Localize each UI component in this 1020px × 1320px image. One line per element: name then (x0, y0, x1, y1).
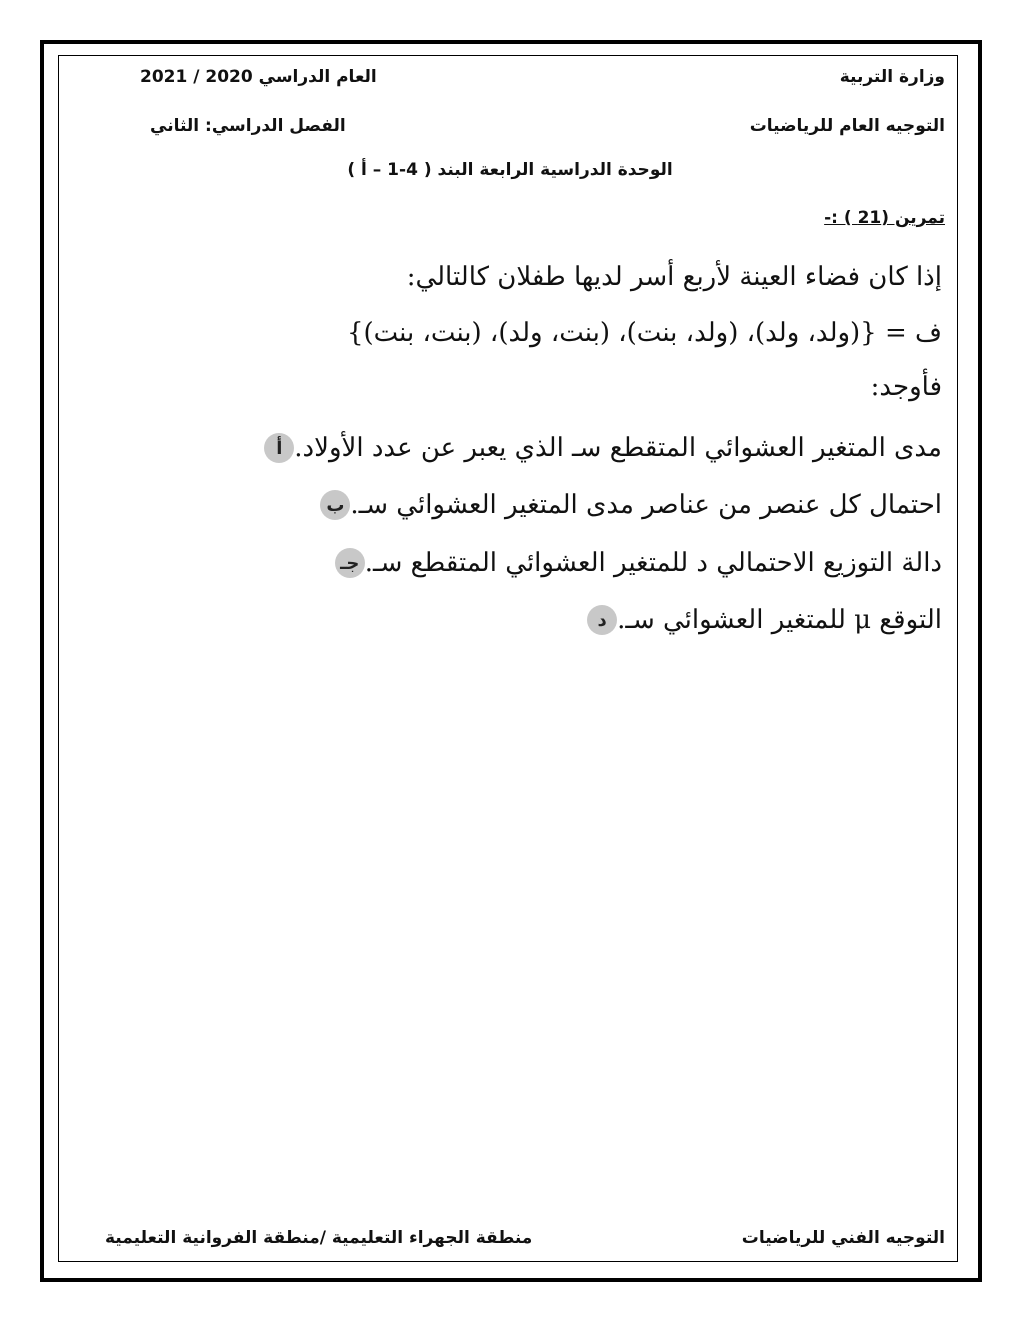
item-badge-d: د (587, 605, 617, 635)
exercise-intro: إذا كان فضاء العينة لأربع أسر لديها طفلان كالتالي: (406, 262, 942, 292)
item-text-b: احتمال كل عنصر من عناصر مدى المتغير العشوائي سـ. (350, 490, 942, 520)
question-item-c (323, 543, 942, 583)
item-badge-a: أ (264, 433, 294, 463)
item-text-c: دالة التوزيع الاحتمالي د للمتغير العشوائي المتقطع سـ. (364, 548, 942, 578)
sample-space: ف = {(ولد، ولد)، (ولد، بنت)، (بنت، ولد)، (بنت، بنت)} (346, 318, 942, 348)
question-item-b (308, 485, 942, 525)
general-guidance: التوجيه العام للرياضيات (749, 116, 945, 136)
ministry-name: وزارة التربية (839, 67, 945, 87)
question-item-d (575, 600, 942, 640)
item-badge-c: جـ (335, 548, 365, 578)
question-item-a (252, 428, 942, 468)
item-badge-b: ب (320, 490, 350, 520)
item-text-a: مدى المتغير العشوائي المتقطع سـ الذي يعبر عن عدد الأولاد. (294, 433, 942, 463)
find-label: فأوجد: (870, 372, 942, 402)
item-text-d: التوقع μ للمتغير العشوائي سـ. (617, 605, 942, 635)
footer-districts: منطقة الجهراء التعليمية /منطقة الفروانية التعليمية (105, 1228, 533, 1248)
semester: الفصل الدراسي: الثاني (150, 116, 346, 136)
academic-year: العام الدراسي 2020 / 2021 (140, 67, 377, 87)
exercise-title: تمرين (21 ) :- (824, 208, 945, 228)
footer-technical-guidance: التوجيه الفني للرياضيات (741, 1228, 945, 1248)
page-border-inner (58, 55, 958, 1262)
unit-title: الوحدة الدراسية الرابعة البند ( 4-1 – أ ) (347, 160, 673, 180)
